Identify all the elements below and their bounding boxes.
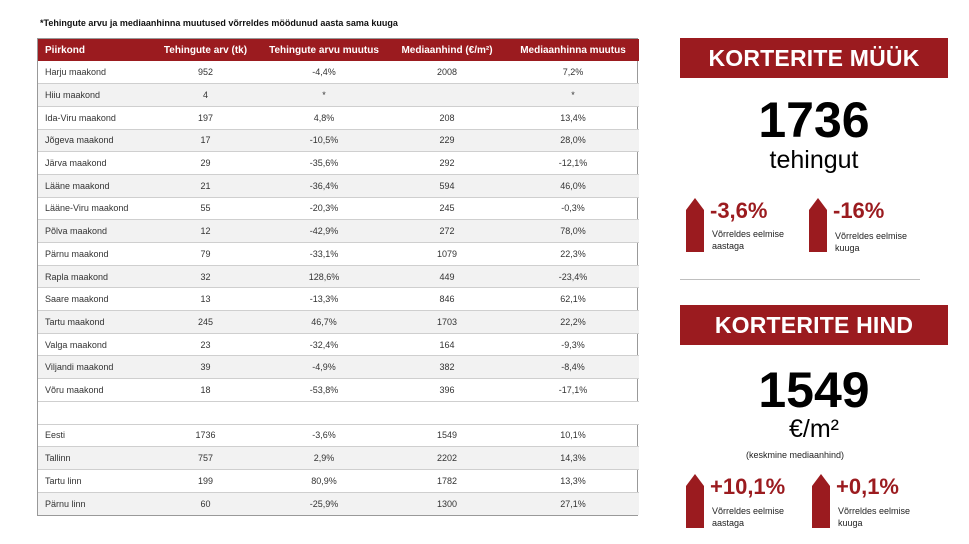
- table-cell: 2202: [387, 447, 507, 470]
- table-cell: Hiiu maakond: [38, 84, 150, 107]
- table-spacer-row: [38, 401, 639, 424]
- table-cell: 13,3%: [507, 469, 639, 492]
- table-cell: -32,4%: [261, 333, 387, 356]
- table-cell: -20,3%: [261, 197, 387, 220]
- table-row: [38, 469, 639, 492]
- table-cell: -23,4%: [507, 265, 639, 288]
- table-cell: 2008: [387, 61, 507, 84]
- table-cell: -35,6%: [261, 152, 387, 175]
- table-cell: 18: [150, 379, 261, 402]
- price-year-stat: [686, 474, 806, 530]
- table-cell: 846: [387, 288, 507, 311]
- table-cell: 79: [150, 243, 261, 266]
- table-cell: *: [261, 84, 387, 107]
- price-month-label: Võrreldes eelmise kuuga: [838, 506, 911, 528]
- table-cell: 128,6%: [261, 265, 387, 288]
- table-row: [38, 197, 639, 220]
- header-count: Tehingute arv (tk): [150, 39, 261, 61]
- table-cell: 62,1%: [507, 288, 639, 311]
- sales-year-stat: [686, 198, 806, 254]
- table-row: [38, 84, 639, 107]
- price-year-label: Võrreldes eelmise aastaga: [712, 506, 785, 528]
- table-cell: Viljandi maakond: [38, 356, 150, 379]
- table-cell: 78,0%: [507, 220, 639, 243]
- table-cell: 292: [387, 152, 507, 175]
- table-cell: -4,4%: [261, 61, 387, 84]
- table-cell: 952: [150, 61, 261, 84]
- table-row: [38, 220, 639, 243]
- table-cell: Harju maakond: [38, 61, 150, 84]
- table-row: [38, 447, 639, 470]
- table-cell: Eesti: [38, 424, 150, 447]
- table-cell: -42,9%: [261, 220, 387, 243]
- table-cell: 28,0%: [507, 129, 639, 152]
- table-cell: 21: [150, 174, 261, 197]
- table-cell: 1079: [387, 243, 507, 266]
- table-cell: 2,9%: [261, 447, 387, 470]
- table-cell: -13,3%: [261, 288, 387, 311]
- table-cell: *: [507, 84, 639, 107]
- table-cell: 229: [387, 129, 507, 152]
- table-row: [38, 61, 639, 84]
- table-cell: 46,7%: [261, 311, 387, 334]
- table-cell: 29: [150, 152, 261, 175]
- table-cell: 1782: [387, 469, 507, 492]
- header-count-change: Tehingute arvu muutus: [261, 39, 387, 61]
- table-cell: -0,3%: [507, 197, 639, 220]
- table-cell: 55: [150, 197, 261, 220]
- table-cell: -25,9%: [261, 492, 387, 515]
- arrow-up-icon: [809, 198, 827, 252]
- table-cell: 1549: [387, 424, 507, 447]
- table-cell: 1300: [387, 492, 507, 515]
- sales-month-change: -16%: [833, 198, 885, 223]
- table-row: [38, 265, 639, 288]
- table-cell: 245: [150, 311, 261, 334]
- table-cell: 80,9%: [261, 469, 387, 492]
- table-body: [38, 61, 639, 515]
- table-cell: 46,0%: [507, 174, 639, 197]
- table-cell: Võru maakond: [38, 379, 150, 402]
- price-month-change: +0,1%: [836, 474, 899, 499]
- header-region: Piirkond: [38, 39, 150, 61]
- section-divider: [680, 279, 920, 280]
- arrow-up-icon: [686, 474, 704, 528]
- table-cell: 17: [150, 129, 261, 152]
- table-cell: Tartu linn: [38, 469, 150, 492]
- table-cell: -8,4%: [507, 356, 639, 379]
- table-cell: 272: [387, 220, 507, 243]
- table-cell: 449: [387, 265, 507, 288]
- table-row: [38, 106, 639, 129]
- table-cell: 245: [387, 197, 507, 220]
- table-cell: Järva maakond: [38, 152, 150, 175]
- sales-value: 1736: [758, 92, 870, 148]
- table-row: [38, 243, 639, 266]
- table-cell: 197: [150, 106, 261, 129]
- sales-year-label: Võrreldes eelmise aastaga: [712, 229, 785, 251]
- table-cell: Pärnu maakond: [38, 243, 150, 266]
- table-cell: Jõgeva maakond: [38, 129, 150, 152]
- table-cell: [507, 401, 639, 424]
- table-cell: -53,8%: [261, 379, 387, 402]
- table-cell: -9,3%: [507, 333, 639, 356]
- table-row: [38, 424, 639, 447]
- table-cell: [261, 401, 387, 424]
- sales-year-change: -3,6%: [710, 198, 768, 223]
- table-row: [38, 379, 639, 402]
- header-median-price: Mediaanhind (€/m²): [387, 39, 507, 61]
- table-cell: Rapla maakond: [38, 265, 150, 288]
- table-row: [38, 129, 639, 152]
- price-banner: KORTERITE HIND: [680, 305, 948, 345]
- table-cell: [387, 84, 507, 107]
- table-cell: 22,3%: [507, 243, 639, 266]
- table-cell: 23: [150, 333, 261, 356]
- table-cell: 10,1%: [507, 424, 639, 447]
- table-cell: 13: [150, 288, 261, 311]
- table-cell: Lääne-Viru maakond: [38, 197, 150, 220]
- table-cell: Pärnu linn: [38, 492, 150, 515]
- table-cell: Saare maakond: [38, 288, 150, 311]
- table-cell: 199: [150, 469, 261, 492]
- table-cell: Tallinn: [38, 447, 150, 470]
- table-cell: -4,9%: [261, 356, 387, 379]
- table-cell: 757: [150, 447, 261, 470]
- table-cell: Tartu maakond: [38, 311, 150, 334]
- table-cell: 39: [150, 356, 261, 379]
- footnote: *Tehingute arvu ja mediaanhinna muutused võrreldes möödunud aasta sama kuuga: [40, 18, 398, 28]
- table-cell: 1703: [387, 311, 507, 334]
- table-cell: -12,1%: [507, 152, 639, 175]
- sales-month-stat: [809, 198, 939, 254]
- table-cell: 27,1%: [507, 492, 639, 515]
- table-row: [38, 174, 639, 197]
- table-cell: 164: [387, 333, 507, 356]
- arrow-up-icon: [686, 198, 704, 252]
- table-cell: [387, 401, 507, 424]
- table-cell: Lääne maakond: [38, 174, 150, 197]
- table-cell: Ida-Viru maakond: [38, 106, 150, 129]
- table-cell: 1736: [150, 424, 261, 447]
- table-header-row: [38, 39, 639, 61]
- table-cell: 32: [150, 265, 261, 288]
- table-cell: [150, 401, 261, 424]
- table-cell: 13,4%: [507, 106, 639, 129]
- table-cell: 60: [150, 492, 261, 515]
- region-table: [37, 38, 638, 516]
- table-row: [38, 152, 639, 175]
- table-cell: 14,3%: [507, 447, 639, 470]
- price-note: (keskmine mediaanhind): [745, 450, 845, 460]
- table-cell: [38, 401, 150, 424]
- table-cell: -33,1%: [261, 243, 387, 266]
- table-row: [38, 333, 639, 356]
- table-cell: 22,2%: [507, 311, 639, 334]
- table-row: [38, 492, 639, 515]
- table-cell: Valga maakond: [38, 333, 150, 356]
- header-price-change: Mediaanhinna muutus: [507, 39, 639, 61]
- table-cell: 4,8%: [261, 106, 387, 129]
- table-cell: 396: [387, 379, 507, 402]
- table-cell: Põlva maakond: [38, 220, 150, 243]
- table-cell: -10,5%: [261, 129, 387, 152]
- table-cell: 7,2%: [507, 61, 639, 84]
- table-cell: 594: [387, 174, 507, 197]
- table-cell: 12: [150, 220, 261, 243]
- table-cell: -17,1%: [507, 379, 639, 402]
- table-cell: -3,6%: [261, 424, 387, 447]
- table-cell: -36,4%: [261, 174, 387, 197]
- table-cell: 208: [387, 106, 507, 129]
- table-row: [38, 311, 639, 334]
- table-cell: 382: [387, 356, 507, 379]
- table-row: [38, 288, 639, 311]
- sales-unit: tehingut: [769, 146, 859, 174]
- price-unit: €/m²: [789, 415, 839, 443]
- price-month-stat: [812, 474, 942, 530]
- table-cell: 4: [150, 84, 261, 107]
- arrow-up-icon: [812, 474, 830, 528]
- sales-banner: KORTERITE MÜÜK: [680, 38, 948, 78]
- table-row: [38, 356, 639, 379]
- price-value: 1549: [758, 362, 870, 418]
- price-year-change: +10,1%: [710, 474, 786, 499]
- sales-month-label: Võrreldes eelmise kuuga: [835, 231, 908, 253]
